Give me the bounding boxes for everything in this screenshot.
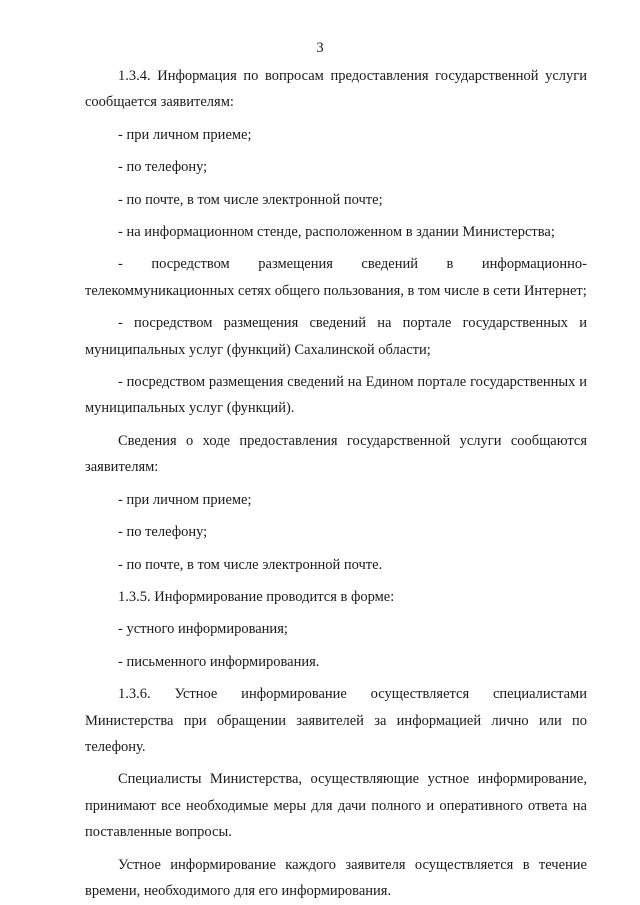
list-item-unified-portal: - посредством размещения сведений на Едином портале государственных и муниципальных услуг (функций). [85, 374, 587, 417]
list-item-internet: - посредством размещения сведений в информационно-телекоммуникационных сетях общего пользования, в том числе в сети Интернет; [85, 256, 587, 299]
paragraph-1-3-5: 1.3.5. Информирование проводится в форме: [118, 588, 395, 605]
list-item-in-person: - при личном приеме; [118, 126, 252, 143]
paragraph-oral-duration: Устное информирование каждого заявителя осуществляется в течение времени, необходимого для его информирования. [85, 856, 587, 899]
list-item-oral: - устного информирования; [118, 621, 288, 638]
document-body [85, 63, 587, 904]
list-item-mail: - по почте, в том числе электронной почте. [118, 556, 383, 573]
list-item-mail: - по почте, в том числе электронной почте; [118, 191, 383, 208]
list-item-phone: - по телефону; [118, 524, 208, 541]
list-item-regional-portal: - посредством размещения сведений на портале государственных и муниципальных услуг (функций) Сахалинской области; [85, 315, 587, 358]
paragraph-1-3-4: 1.3.4. Информация по вопросам предоставления государственной услуги сообщается заявителям: [85, 68, 587, 111]
page-number: 3 [316, 40, 324, 56]
paragraph-progress-info: Сведения о ходе предоставления государственной услуги сообщаются заявителям: [85, 432, 587, 476]
list-item-in-person: - при личном приеме; [118, 491, 252, 508]
paragraph-1-3-6: 1.3.6. Устное информирование осуществляется специалистами Министерства при обращении заявителей за информацией лично или по телефону. [85, 686, 587, 755]
paragraph-specialists: Специалисты Министерства, осуществляющие устное информирование, принимают все необходимые меры для дачи полного и оперативного ответа на поставленные вопросы. [85, 771, 587, 841]
list-item-written: - письменного информирования. [118, 653, 320, 670]
list-item-info-stand: - на информационном стенде, расположенном в здании Министерства; [118, 224, 555, 241]
list-item-phone: - по телефону; [118, 159, 208, 176]
